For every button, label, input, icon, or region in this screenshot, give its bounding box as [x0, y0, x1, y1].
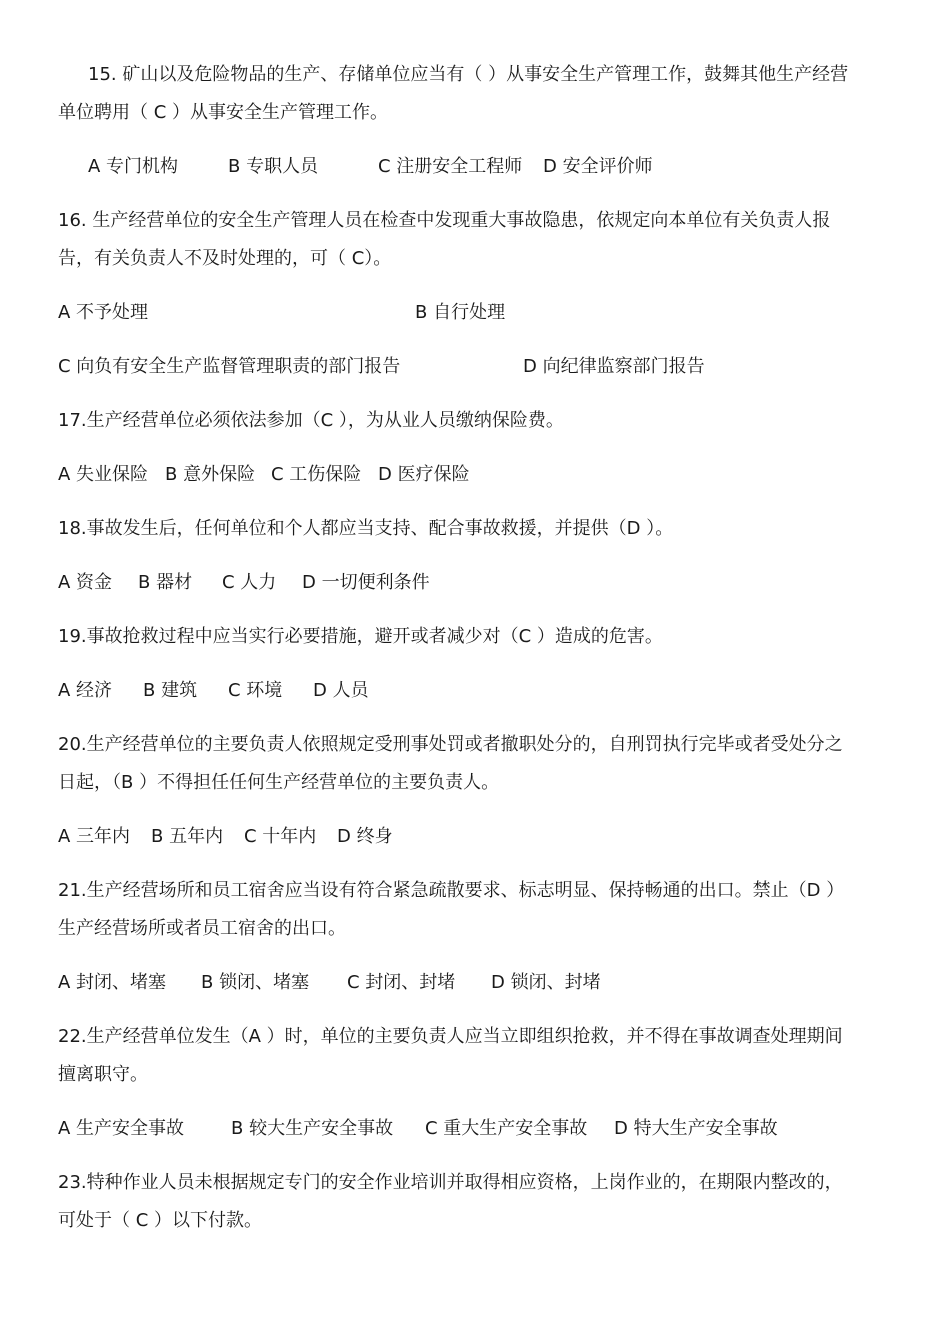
q17-option-a: A 失业保险: [58, 464, 149, 485]
q15-option-a: A 专门机构: [88, 156, 179, 177]
q19-option-b: B 建筑: [143, 680, 198, 701]
q18-text-line1: 18.事故发生后，任何单位和个人都应当支持、配合事故救援，并提供（D ）。: [58, 518, 674, 539]
q21-option-a: A 封闭、堵塞: [58, 972, 167, 993]
q22-option-d: D 特大生产安全事故: [614, 1118, 778, 1139]
q15-option-d: D 安全评价师: [543, 156, 653, 177]
q16-text-line2: 告，有关负责人不及时处理的，可（ C）。: [58, 248, 392, 269]
q18-option-b: B 器材: [138, 572, 193, 593]
q19-option-a: A 经济: [58, 680, 113, 701]
q15-option-b: B 专职人员: [228, 156, 319, 177]
q21-option-d: D 锁闭、封堵: [491, 972, 601, 993]
q22-text-line2: 擅离职守。: [58, 1064, 148, 1085]
q21-option-b: B 锁闭、堵塞: [201, 972, 310, 993]
q15-text-line1: 15. 矿山以及危险物品的生产、存储单位应当有（ ）从事安全生产管理工作，鼓舞其他生产经营: [88, 64, 849, 85]
q17-option-b: B 意外保险: [165, 464, 256, 485]
q22-option-a: A 生产安全事故: [58, 1118, 185, 1139]
q17-option-c: C 工伤保险: [271, 464, 362, 485]
q19-text-line1: 19.事故抢救过程中应当实行必要措施，避开或者减少对（C ）造成的危害。: [58, 626, 663, 647]
q20-option-d: D 终身: [337, 826, 393, 847]
q20-option-c: C 十年内: [244, 826, 317, 847]
q23-text-line2: 可处于（ C ）以下付款。: [58, 1210, 263, 1231]
q20-option-a: A 三年内: [58, 826, 131, 847]
q18-option-d: D 一切便利条件: [302, 572, 430, 593]
q20-option-b: B 五年内: [151, 826, 224, 847]
q21-option-c: C 封闭、封堵: [347, 972, 456, 993]
q23-text-line1: 23.特种作业人员未根据规定专门的安全作业培训并取得相应资格，上岗作业的，在期限内整改的，: [58, 1172, 843, 1193]
q15-text-line2: 单位聘用（ C ）从事安全生产管理工作。: [58, 102, 389, 123]
q16-text-line1: 16. 生产经营单位的安全生产管理人员在检查中发现重大事故隐患，依规定向本单位有关负责人报: [58, 210, 831, 231]
q21-text-line2: 生产经营场所或者员工宿舍的出口。: [58, 918, 346, 939]
q22-text-line1: 22.生产经营单位发生（A ）时，单位的主要负责人应当立即组织抢救，并不得在事故调查处理期间: [58, 1026, 843, 1047]
q15-option-c: C 注册安全工程师: [378, 156, 523, 177]
q17-option-d: D 医疗保险: [378, 464, 470, 485]
q19-option-c: C 环境: [228, 680, 283, 701]
q16-option-a: A 不予处理: [58, 302, 149, 323]
q16-option-d: D 向纪律监察部门报告: [523, 356, 705, 377]
q16-option-c: C 向负有安全生产监督管理职责的部门报告: [58, 356, 401, 377]
q22-option-c: C 重大生产安全事故: [425, 1118, 588, 1139]
q22-option-b: B 较大生产安全事故: [231, 1118, 394, 1139]
q18-option-c: C 人力: [222, 572, 277, 593]
q17-text-line1: 17.生产经营单位必须依法参加（C ），为从业人员缴纳保险费。: [58, 410, 564, 431]
q16-option-b: B 自行处理: [415, 302, 506, 323]
q19-option-d: D 人员: [313, 680, 369, 701]
q20-text-line1: 20.生产经营单位的主要负责人依照规定受刑事处罚或者撤职处分的，自刑罚执行完毕或者受处分之: [58, 734, 843, 755]
q18-option-a: A 资金: [58, 572, 113, 593]
q20-text-line2: 日起，（B ）不得担任任何生产经营单位的主要负责人。: [58, 772, 500, 793]
q21-text-line1: 21.生产经营场所和员工宿舍应当设有符合紧急疏散要求、标志明显、保持畅通的出口。禁止（D ）: [58, 880, 845, 901]
